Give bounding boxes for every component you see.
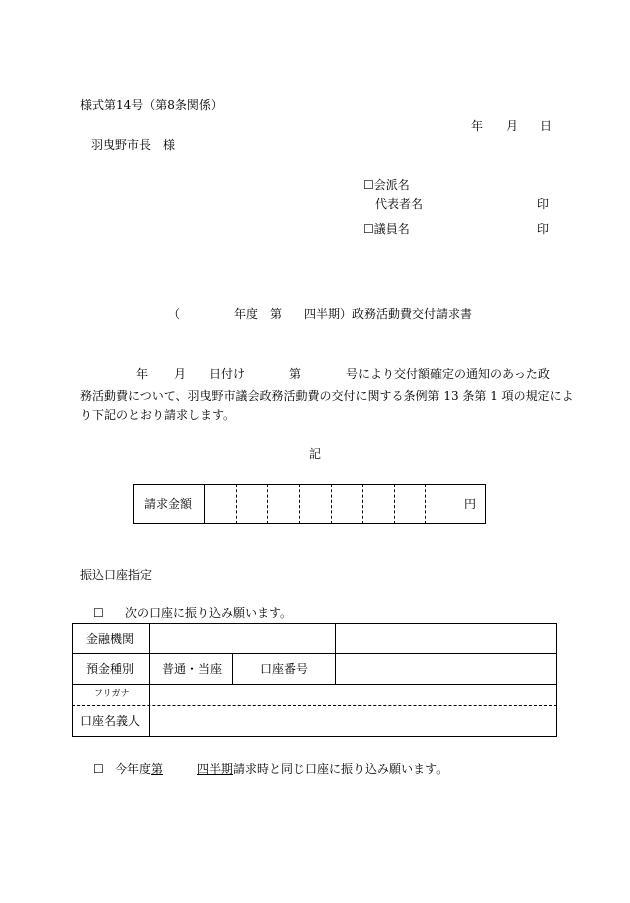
option2-prefix: 今年度 xyxy=(115,762,152,776)
member-row xyxy=(363,222,410,236)
body-line2: 務活動費について、羽曳野市議会政務活動費の交付に関する条例第 13 条第 1 項の規定によ xyxy=(80,389,574,403)
account-number-label: 口座番号 xyxy=(260,662,309,676)
table-row-divider xyxy=(72,653,557,654)
deposit-type-value[interactable]: 普通・当座 xyxy=(162,662,223,676)
body-dai: 第 xyxy=(289,367,302,381)
option2-rest: 請求時と同じ口座に振り込み願います。 xyxy=(233,762,449,776)
form-number: 様式第14号（第8条関係） xyxy=(80,98,223,112)
seal-representative: 印 xyxy=(537,197,550,211)
branch-input[interactable] xyxy=(339,626,553,651)
body-day-dated: 日付け xyxy=(209,367,246,381)
title-open-paren: （ xyxy=(168,307,181,321)
faction-label: 会派名 xyxy=(373,178,410,192)
body-year: 年 xyxy=(136,367,149,381)
furigana-input[interactable] xyxy=(153,687,553,703)
representative-label: 代表者名 xyxy=(375,197,424,211)
transfer-heading: 振込口座指定 xyxy=(80,568,153,582)
member-checkbox[interactable]: ☐ xyxy=(363,222,374,236)
document-title: 四半期）政務活動費交付請求書 xyxy=(304,307,473,321)
furigana-divider xyxy=(72,705,557,706)
account-number-input[interactable] xyxy=(339,656,553,681)
option2-checkbox[interactable]: ☐ xyxy=(93,762,104,776)
amount-input[interactable] xyxy=(208,486,422,522)
body-month: 月 xyxy=(174,367,187,381)
option1-text: 次の口座に振り込み願います。 xyxy=(125,606,293,620)
option1-checkbox[interactable]: ☐ xyxy=(93,606,104,620)
bank-label: 金融機関 xyxy=(86,632,135,646)
addressee: 羽曳野市長 様 xyxy=(91,138,176,152)
title-dai: 第 xyxy=(270,307,283,321)
faction-row xyxy=(363,178,410,192)
table-row-divider xyxy=(72,684,557,685)
bank-input[interactable] xyxy=(153,626,331,651)
option2-quarter: 四半期 xyxy=(197,762,234,776)
label-column-divider xyxy=(149,623,150,737)
account-holder-input[interactable] xyxy=(153,708,553,734)
body-line3: り下記のとおり請求します。 xyxy=(80,408,236,422)
furigana-label: フリガナ xyxy=(94,689,130,699)
body-line1-rest: 号により交付額確定の通知のあった政 xyxy=(346,367,550,381)
column-divider xyxy=(232,653,233,684)
deposit-type-label: 預金種別 xyxy=(86,662,135,676)
seal-member: 印 xyxy=(537,222,550,236)
ki-label: 記 xyxy=(309,447,322,461)
option2-dai-blank[interactable]: 第 xyxy=(151,762,164,776)
faction-checkbox[interactable]: ☐ xyxy=(363,178,374,192)
amount-unit: 円 xyxy=(464,497,477,511)
date-day: 日 xyxy=(540,119,553,133)
amount-label: 請求金額 xyxy=(144,497,193,511)
account-holder-label: 口座名義人 xyxy=(80,714,141,728)
date-month: 月 xyxy=(506,119,519,133)
member-label: 議員名 xyxy=(373,222,410,236)
title-nendo: 年度 xyxy=(234,307,259,321)
option2-line xyxy=(115,762,448,776)
column-divider xyxy=(335,623,336,684)
amount-label-divider xyxy=(204,484,205,524)
date-year: 年 xyxy=(471,119,484,133)
amount-digit-divider xyxy=(425,484,426,524)
